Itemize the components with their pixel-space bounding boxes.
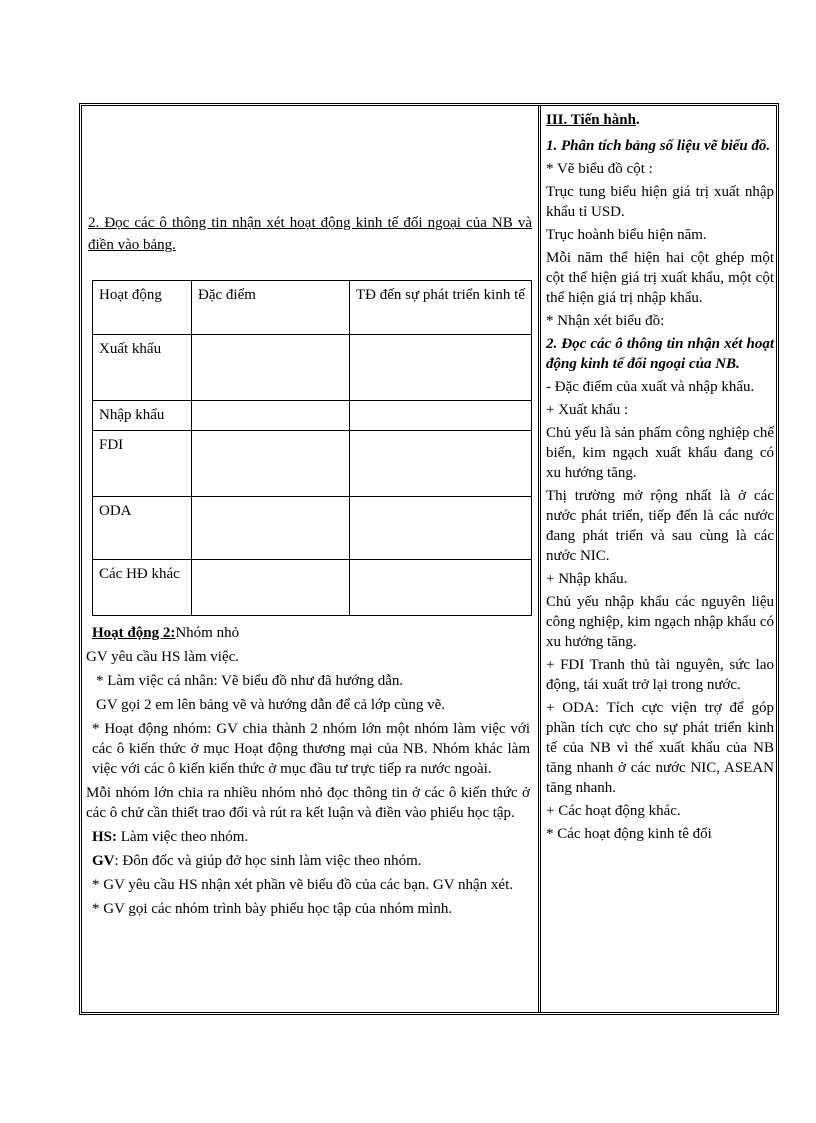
table-cell <box>350 401 532 431</box>
left-column <box>86 106 534 1012</box>
paragraph: * Hoạt động nhóm: GV chia thành 2 nhóm lớn một nhóm làm việc với các ô kiến thức ở mục Hoạt động thương mại của NB. Nhóm khác làm việc với các ô kiến kiến thức ở mục đầu tư trực tiếp ra nước ngoài. <box>92 721 530 777</box>
row-label-export: Xuất khẩu <box>93 335 192 401</box>
activity-table <box>92 280 532 616</box>
row-label-import: Nhập khẩu <box>93 401 192 431</box>
table-cell <box>192 497 350 560</box>
row-label-oda: ODA <box>93 497 192 560</box>
paragraph: Trục hoành biểu hiện năm. <box>546 227 707 243</box>
paragraph: Mỗi năm thể hiện hai cột ghép một cột thể hiện giá trị xuất khẩu, một cột thể hiện giá trị nhập khẩu. <box>546 250 774 306</box>
paragraph: Mỗi nhóm lớn chia ra nhiều nhóm nhỏ đọc thông tin ở các ô kiến thức ở các ô chử cần thiết trao đổi và rút ra kết luận và điền vào phiếu học tập. <box>86 785 530 821</box>
paragraph: Thị trường mở rộng nhất là ở các nước phát triển, tiếp đến là các nước đang phát triển và sau cùng là các nước NIC. <box>546 488 774 564</box>
gv-label: GV <box>92 853 115 869</box>
table-cell <box>350 431 532 497</box>
hs-label: HS: <box>92 829 118 845</box>
table-cell <box>192 560 350 616</box>
table-cell <box>350 560 532 616</box>
right-column <box>546 106 774 1012</box>
lesson-table <box>79 103 779 1015</box>
paragraph: * Nhận xét biểu đồ: <box>546 313 665 329</box>
header-activity: Hoạt động <box>93 281 192 335</box>
task-intro: 2. Đọc các ô thông tin nhận xét hoạt động kinh tế đối ngoại của NB và điền vào bảng. <box>88 215 532 253</box>
paragraph: - Đặc điểm của xuất và nhập khẩu. <box>546 379 755 395</box>
paragraph: + Các hoạt động khác. <box>546 803 681 819</box>
section-heading-dot: . <box>635 112 640 128</box>
paragraph: + ODA: Tích cực viện trợ để góp phần tích cực cho sự phát triển kinh tế của NB vì thế xuất khẩu của NB tăng nhanh ở các nước NIC, ASEAN tăng nhanh. <box>546 700 774 796</box>
activity-title: Hoạt động 2: <box>92 625 176 641</box>
table-cell <box>350 497 532 560</box>
paragraph: GV yêu cầu HS làm việc. <box>86 649 240 665</box>
subsection-title-1: 1. Phân tích bảng số liệu vẽ biểu đồ. <box>546 138 771 154</box>
activity-section <box>86 623 530 923</box>
row-label-fdi: FDI <box>93 431 192 497</box>
table-cell <box>192 401 350 431</box>
hs-text: Làm việc theo nhóm. <box>117 829 249 845</box>
paragraph: * Vẽ biểu đồ cột : <box>546 161 653 177</box>
table-cell <box>192 335 350 401</box>
row-label-other: Các HĐ khác <box>93 560 192 616</box>
paragraph: Chủ yếu là sản phẩm công nghiệp chế biến, kim ngạch xuất khẩu đang có xu hướng tăng. <box>546 425 774 481</box>
paragraph: + Xuất khẩu : <box>546 402 629 418</box>
subsection-title-2: 2. Đọc các ô thông tin nhận xét hoạt động kinh tế đối ngoại của NB. <box>546 336 774 372</box>
column-divider <box>538 106 541 1012</box>
header-impact: TĐ đến sự phát triển kinh tế <box>350 281 532 335</box>
gv-text: : Đôn đốc và giúp đở học sinh làm việc theo nhóm. <box>114 853 422 869</box>
paragraph: Chủ yếu nhập khẩu các nguyên liệu công nghiệp, kim ngạch nhập khẩu có xu hướng tăng. <box>546 594 774 650</box>
table-cell <box>350 335 532 401</box>
table-cell <box>192 431 350 497</box>
paragraph: * Làm việc cá nhân: Vẽ biểu đồ như đã hướng dẫn. <box>96 673 404 689</box>
paragraph: GV gọi 2 em lên bảng vẽ và hướng dẫn để cả lớp cùng vẽ. <box>96 697 446 713</box>
paragraph: * Các hoạt động kinh tê đối <box>546 826 712 842</box>
header-feature: Đặc điểm <box>192 281 350 335</box>
paragraph: + Nhập khẩu. <box>546 571 628 587</box>
paragraph: + FDI Tranh thủ tài nguyên, sức lao động, tái xuất trở lại trong nước. <box>546 657 774 693</box>
activity-title-rest: Nhóm nhỏ <box>175 625 240 641</box>
paragraph: * GV gọi các nhóm trình bày phiếu học tập của nhóm mình. <box>92 901 453 917</box>
section-heading: III. Tiến hành <box>546 112 636 128</box>
paragraph: * GV yêu cầu HS nhận xét phần vẽ biểu đồ của các bạn. GV nhận xét. <box>92 877 513 893</box>
paragraph: Trục tung biểu hiện giá trị xuất nhập khẩu tỉ USD. <box>546 184 774 220</box>
